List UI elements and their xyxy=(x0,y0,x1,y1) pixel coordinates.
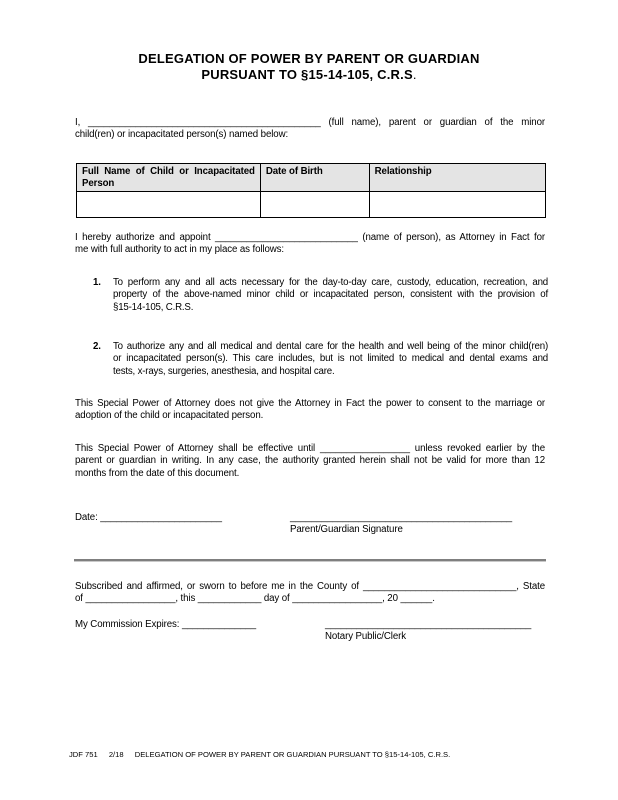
authorize-paragraph xyxy=(75,232,545,257)
footer xyxy=(69,750,450,759)
column-header-full-name: Full Name of Child or Incapacitated Person xyxy=(77,164,261,192)
effective-clause-line-3: months from the date of this document. xyxy=(75,467,240,479)
power-1-line-1: To perform any and all acts necessary for the day-to-day care, custody, education, recreation, and xyxy=(113,277,548,288)
section-divider xyxy=(74,559,546,562)
notary-signature-caption: Notary Public/Clerk xyxy=(325,631,407,643)
power-2-line-3: tests, x-rays, surgeries, anesthesia, and hospital care. xyxy=(113,365,335,377)
power-2-line-1: To authorize any and all medical and dental care for the health and well being of the minor child(ren) xyxy=(113,341,548,352)
parent-signature-block xyxy=(290,512,545,537)
date-field: Date: _______________________ xyxy=(75,512,222,523)
children-table-row xyxy=(77,192,546,218)
commission-section xyxy=(75,619,545,643)
marriage-clause-paragraph xyxy=(75,398,545,423)
title-line-2 xyxy=(0,67,618,83)
power-1-line-3: §15-14-105, C.R.S. xyxy=(113,301,194,313)
notary-paragraph xyxy=(75,581,545,606)
power-1-text xyxy=(113,277,548,314)
marriage-clause-line-2: adoption of the child or incapacitated person. xyxy=(75,410,264,422)
effective-clause-paragraph xyxy=(75,443,545,480)
power-1-line-2: property of the above-named minor child or incapacitated person, consistent with the provision of xyxy=(113,289,548,301)
children-table-header-row xyxy=(77,164,546,192)
commission-expires-field: My Commission Expires: ______________ xyxy=(75,619,257,630)
power-item-1 xyxy=(93,277,548,314)
notary-line-2: of _________________, this ____________ day of _________________, 20 ______. xyxy=(75,593,435,605)
authorize-line-2: me with full authority to act in my place as follows: xyxy=(75,244,284,256)
parent-signature-caption: Parent/Guardian Signature xyxy=(290,524,403,536)
notary-line-1: Subscribed and affirmed, or sworn to before me in the County of _____________________________, State xyxy=(75,581,545,592)
column-header-relationship: Relationship xyxy=(369,164,545,192)
effective-clause-line-1: This Special Power of Attorney shall be effective until _________________ unless revoked earlier by the xyxy=(75,443,545,454)
title-line-1: DELEGATION OF POWER BY PARENT OR GUARDIAN xyxy=(138,51,480,66)
cell-full-name xyxy=(77,192,261,218)
signature-section xyxy=(75,512,545,536)
power-2-number: 2. xyxy=(93,341,101,352)
column-header-date-of-birth: Date of Birth xyxy=(260,164,369,192)
intro-line-2: child(ren) or incapacitated person(s) named below: xyxy=(75,129,289,141)
footer-title: DELEGATION OF POWER BY PARENT OR GUARDIAN PURSUANT TO §15-14-105, C.R.S. xyxy=(134,750,451,759)
cell-date-of-birth xyxy=(260,192,369,218)
marriage-clause-line-1: This Special Power of Attorney does not give the Attorney in Fact the power to consent to the marriage or xyxy=(75,398,545,409)
effective-clause-line-2: parent or guardian in writing. In any case, the authority granted herein shall not be valid for more than 12 xyxy=(75,455,545,467)
power-2-line-2: or incapacitated person(s). This care includes, but is not limited to medical and dental exams and xyxy=(113,353,548,365)
power-item-2 xyxy=(93,341,548,378)
intro-paragraph xyxy=(75,117,545,142)
power-2-text xyxy=(113,341,548,378)
power-1-number: 1. xyxy=(93,277,101,288)
document-title xyxy=(0,51,618,83)
footer-form-number: JDF 751 xyxy=(69,750,98,759)
intro-line-1: I, ____________________________________________ (full name), parent or guardian of the minor xyxy=(75,117,545,128)
title-line-2-period: . xyxy=(412,67,417,82)
cell-relationship xyxy=(369,192,545,218)
notary-signature-line: _______________________________________ xyxy=(325,619,532,630)
parent-signature-line: __________________________________________ xyxy=(290,512,513,523)
footer-revision: 2/18 xyxy=(108,750,124,759)
authorize-line-1: I hereby authorize and appoint ___________________________ (name of person), as Attorney in Fact for xyxy=(75,232,545,243)
notary-signature-block xyxy=(325,619,545,644)
title-line-2-text: PURSUANT TO §15-14-105, C.R.S xyxy=(201,67,413,82)
children-table xyxy=(76,163,546,218)
